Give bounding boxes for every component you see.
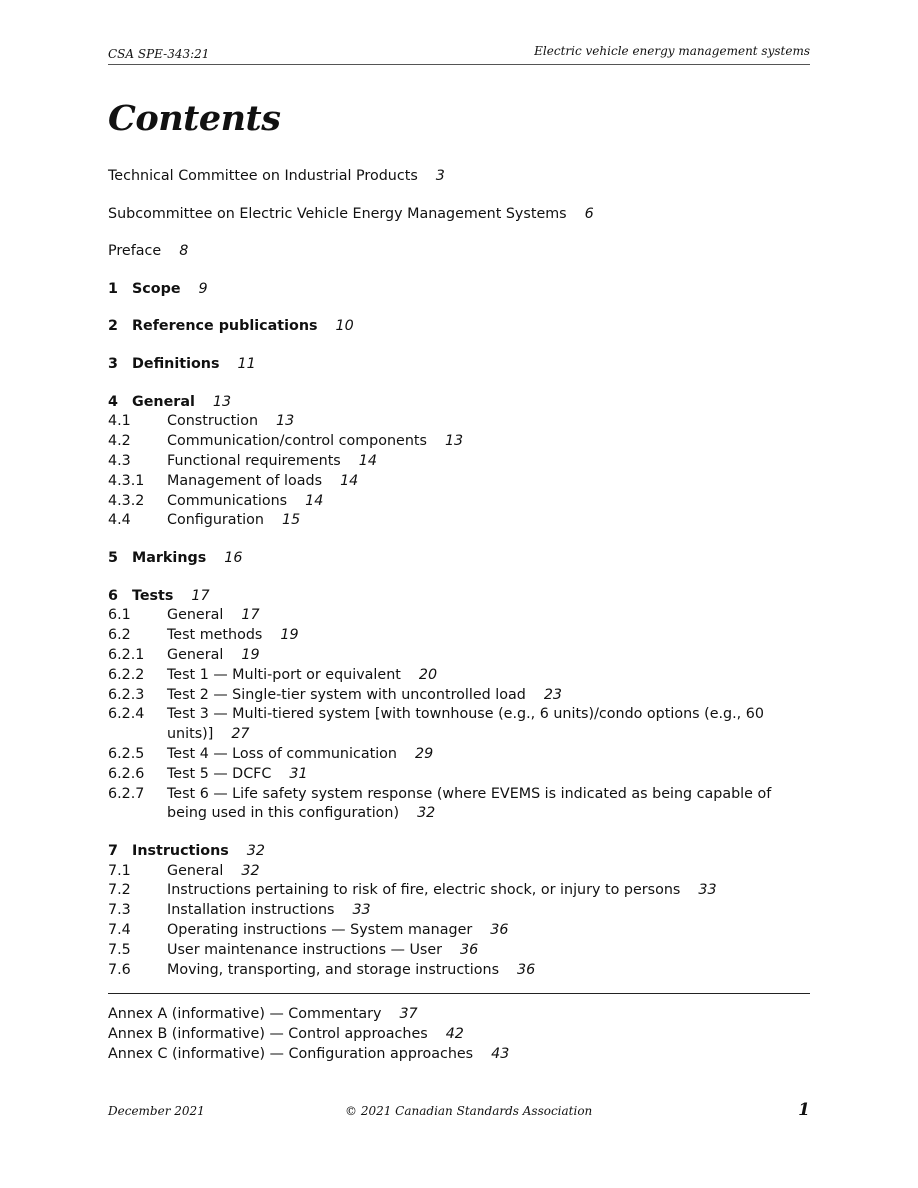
subsection-text bbox=[167, 626, 810, 646]
running-header bbox=[108, 44, 810, 65]
subsection-text bbox=[167, 492, 810, 512]
toc-subsection-entry[interactable] bbox=[108, 412, 810, 432]
toc-page-number: 32 bbox=[241, 862, 260, 879]
subsection-title: Construction bbox=[167, 413, 259, 430]
toc-page-number: 17 bbox=[241, 607, 260, 624]
toc-page-number: 13 bbox=[444, 433, 464, 450]
section-title: Scope bbox=[132, 280, 181, 297]
toc-subsection-entry[interactable] bbox=[108, 472, 810, 492]
subsection-number: 6.2.5 bbox=[108, 745, 145, 762]
toc-section-entry[interactable] bbox=[108, 842, 810, 862]
toc-subsection-entry[interactable] bbox=[108, 432, 810, 452]
section-number: 3 bbox=[108, 355, 118, 372]
subsection-title: Operating instructions — System manager bbox=[167, 922, 473, 939]
subsection-title: Test 4 — Loss of communication bbox=[167, 745, 397, 762]
subsection-text bbox=[167, 921, 810, 941]
subsection-number: 6.1 bbox=[108, 607, 131, 624]
toc-subsection-entry[interactable] bbox=[108, 606, 810, 626]
toc-page-number: 19 bbox=[280, 627, 299, 644]
annex-entry[interactable] bbox=[108, 1045, 810, 1065]
subsection-text bbox=[167, 511, 810, 531]
section-number: 6 bbox=[108, 587, 118, 604]
section-number: 7 bbox=[108, 842, 118, 859]
subsection-text bbox=[167, 705, 810, 745]
toc-page-number: 14 bbox=[340, 472, 359, 489]
subsection-text bbox=[167, 472, 810, 492]
subsection-title: Test 6 — Life safety system response (where EVEMS is indicated as being capable of being used in this configuration) bbox=[167, 785, 772, 822]
toc-page-number: 11 bbox=[237, 355, 256, 372]
subsection-number: 4.1 bbox=[108, 413, 131, 430]
subsection-number: 6.2.3 bbox=[108, 686, 145, 703]
table-of-contents bbox=[108, 167, 810, 980]
toc-entry[interactable] bbox=[108, 242, 810, 262]
toc-page-number: 42 bbox=[445, 1025, 464, 1042]
section-title: Tests bbox=[132, 587, 174, 604]
toc-page-number: 33 bbox=[352, 902, 371, 919]
annex-title: Annex B (informative) — Control approaches bbox=[108, 1025, 428, 1042]
toc-page-number: 32 bbox=[417, 805, 436, 822]
toc-section-entry[interactable] bbox=[108, 393, 810, 413]
subsection-title: Instructions pertaining to risk of fire, electric shock, or injury to persons bbox=[167, 882, 681, 899]
subsection-title: Test methods bbox=[167, 627, 263, 644]
toc-page-number: 8 bbox=[179, 243, 189, 260]
toc-entry[interactable] bbox=[108, 167, 810, 187]
subsection-title: Installation instructions bbox=[167, 902, 335, 919]
toc-page-number: 31 bbox=[289, 765, 308, 782]
toc-section-entry[interactable] bbox=[108, 280, 810, 300]
annex-list bbox=[108, 1005, 810, 1064]
section-title: General bbox=[132, 393, 195, 410]
toc-subsection-entry[interactable] bbox=[108, 452, 810, 472]
toc-entry-label: Preface bbox=[108, 243, 162, 260]
subsection-number: 7.5 bbox=[108, 941, 131, 958]
subsection-title: General bbox=[167, 862, 224, 879]
toc-subsection-entry[interactable] bbox=[108, 666, 810, 686]
toc-section-entry[interactable] bbox=[108, 549, 810, 569]
subsection-title: User maintenance instructions — User bbox=[167, 941, 443, 958]
subsection-title: Test 3 — Multi-tiered system [with townhouse (e.g., 6 units)/condo options (e.g., 60 units)] bbox=[167, 706, 764, 743]
subsection-text bbox=[167, 412, 810, 432]
subsection-text bbox=[167, 862, 810, 882]
subsection-text bbox=[167, 666, 810, 686]
subsection-number: 7.4 bbox=[108, 922, 131, 939]
section-number: 4 bbox=[108, 393, 118, 410]
toc-section-entry[interactable] bbox=[108, 355, 810, 375]
toc-subsection-entry[interactable] bbox=[108, 941, 810, 961]
toc-page-number: 36 bbox=[460, 941, 479, 958]
subsection-number: 7.2 bbox=[108, 882, 131, 899]
subsection-title: General bbox=[167, 646, 224, 663]
toc-subsection-entry[interactable] bbox=[108, 881, 810, 901]
toc-subsection-entry[interactable] bbox=[108, 862, 810, 882]
footer-page-number: 1 bbox=[798, 1100, 810, 1120]
toc-page-number: 16 bbox=[224, 549, 243, 566]
toc-section-entry[interactable] bbox=[108, 587, 810, 607]
section-number: 5 bbox=[108, 549, 118, 566]
subsection-text bbox=[167, 686, 810, 706]
toc-subsection-entry[interactable] bbox=[108, 492, 810, 512]
subsection-title: General bbox=[167, 607, 224, 624]
subsection-number: 4.3.2 bbox=[108, 492, 145, 509]
subsection-number: 6.2.1 bbox=[108, 646, 145, 663]
subsection-number: 6.2.4 bbox=[108, 706, 145, 723]
toc-page-number: 33 bbox=[698, 882, 717, 899]
footer-copyright: © 2021 Canadian Standards Association bbox=[345, 1104, 593, 1118]
section-title: Definitions bbox=[132, 355, 220, 372]
toc-page-number: 27 bbox=[231, 726, 250, 743]
toc-entry[interactable] bbox=[108, 205, 810, 225]
annex-entry[interactable] bbox=[108, 1005, 810, 1025]
subsection-title: Test 2 — Single-tier system with uncontrolled load bbox=[167, 686, 526, 703]
section-number: 2 bbox=[108, 318, 118, 335]
toc-subsection-entry[interactable] bbox=[108, 646, 810, 666]
subsection-text bbox=[167, 452, 810, 472]
subsection-text bbox=[167, 646, 810, 666]
annex-title: Annex A (informative) — Commentary bbox=[108, 1006, 382, 1022]
toc-subsection-entry[interactable] bbox=[108, 705, 810, 745]
toc-page-number: 23 bbox=[543, 686, 563, 703]
subsection-title: Management of loads bbox=[167, 472, 323, 489]
toc-section-entry[interactable] bbox=[108, 317, 810, 337]
header-document-title: Electric vehicle energy management systems bbox=[534, 44, 810, 58]
subsection-text bbox=[167, 432, 810, 452]
subsection-number: 6.2.7 bbox=[108, 785, 145, 802]
subsection-text bbox=[167, 941, 810, 961]
toc-page-number: 32 bbox=[246, 842, 265, 859]
toc-page-number: 9 bbox=[198, 280, 208, 297]
toc-subsection-entry[interactable] bbox=[108, 921, 810, 941]
toc-page-number: 3 bbox=[435, 168, 445, 184]
section-title: Instructions bbox=[132, 842, 229, 859]
toc-subsection-entry[interactable] bbox=[108, 745, 810, 765]
toc-subsection-entry[interactable] bbox=[108, 511, 810, 531]
subsection-text bbox=[167, 961, 810, 981]
page-title: Contents bbox=[108, 98, 281, 139]
section-title: Reference publications bbox=[132, 318, 318, 335]
toc-subsection-entry[interactable] bbox=[108, 686, 810, 706]
toc-page-number: 14 bbox=[305, 492, 324, 509]
toc-subsection-entry[interactable] bbox=[108, 901, 810, 921]
toc-page-number: 20 bbox=[418, 666, 438, 683]
subsection-number: 4.3 bbox=[108, 452, 131, 469]
toc-page-number: 36 bbox=[517, 961, 536, 978]
subsection-number: 4.2 bbox=[108, 433, 131, 450]
toc-page-number: 6 bbox=[584, 205, 594, 222]
annex-entry[interactable] bbox=[108, 1025, 810, 1045]
subsection-title: Test 1 — Multi-port or equivalent bbox=[167, 666, 401, 683]
subsection-number: 7.3 bbox=[108, 902, 131, 919]
subsection-number: 6.2.6 bbox=[108, 765, 145, 782]
subsection-title: Moving, transporting, and storage instructions bbox=[167, 961, 500, 978]
subsection-number: 4.3.1 bbox=[108, 472, 145, 489]
toc-page-number: 13 bbox=[276, 413, 295, 430]
subsection-text bbox=[167, 785, 810, 825]
toc-subsection-entry[interactable] bbox=[108, 765, 810, 785]
subsection-title: Configuration bbox=[167, 512, 264, 529]
toc-entry-label: Technical Committee on Industrial Products bbox=[108, 168, 418, 184]
subsection-title: Communication/control components bbox=[167, 433, 427, 450]
toc-page-number: 37 bbox=[399, 1006, 418, 1022]
subsection-text bbox=[167, 765, 810, 785]
subsection-text bbox=[167, 745, 810, 765]
subsection-number: 6.2 bbox=[108, 627, 131, 644]
subsection-text bbox=[167, 901, 810, 921]
footer-date: December 2021 bbox=[108, 1104, 205, 1118]
toc-page-number: 13 bbox=[212, 393, 232, 410]
toc-subsection-entry[interactable] bbox=[108, 961, 810, 981]
subsection-number: 4.4 bbox=[108, 512, 131, 529]
toc-page-number: 19 bbox=[241, 646, 260, 663]
header-document-id: CSA SPE-343:21 bbox=[108, 47, 210, 61]
subsection-text bbox=[167, 881, 810, 901]
toc-page-number: 15 bbox=[281, 512, 301, 529]
annex-divider-rule bbox=[108, 993, 810, 994]
subsection-title: Test 5 — DCFC bbox=[167, 765, 272, 782]
subsection-number: 7.1 bbox=[108, 862, 131, 879]
toc-page-number: 36 bbox=[490, 922, 509, 939]
annex-title: Annex C (informative) — Configuration approaches bbox=[108, 1045, 474, 1062]
toc-page-number: 29 bbox=[414, 745, 434, 762]
toc-page-number: 17 bbox=[191, 587, 210, 604]
section-title: Markings bbox=[132, 549, 207, 566]
subsection-title: Functional requirements bbox=[167, 452, 341, 469]
subsection-title: Communications bbox=[167, 492, 288, 509]
section-number: 1 bbox=[108, 280, 118, 297]
subsection-number: 7.6 bbox=[108, 961, 131, 978]
toc-subsection-entry[interactable] bbox=[108, 785, 810, 825]
subsection-text bbox=[167, 606, 810, 626]
toc-page-number: 10 bbox=[335, 318, 354, 335]
subsection-number: 6.2.2 bbox=[108, 666, 145, 683]
toc-page-number: 43 bbox=[491, 1045, 510, 1062]
toc-page-number: 14 bbox=[358, 452, 377, 469]
toc-entry-label: Subcommittee on Electric Vehicle Energy Management Systems bbox=[108, 205, 567, 222]
toc-subsection-entry[interactable] bbox=[108, 626, 810, 646]
